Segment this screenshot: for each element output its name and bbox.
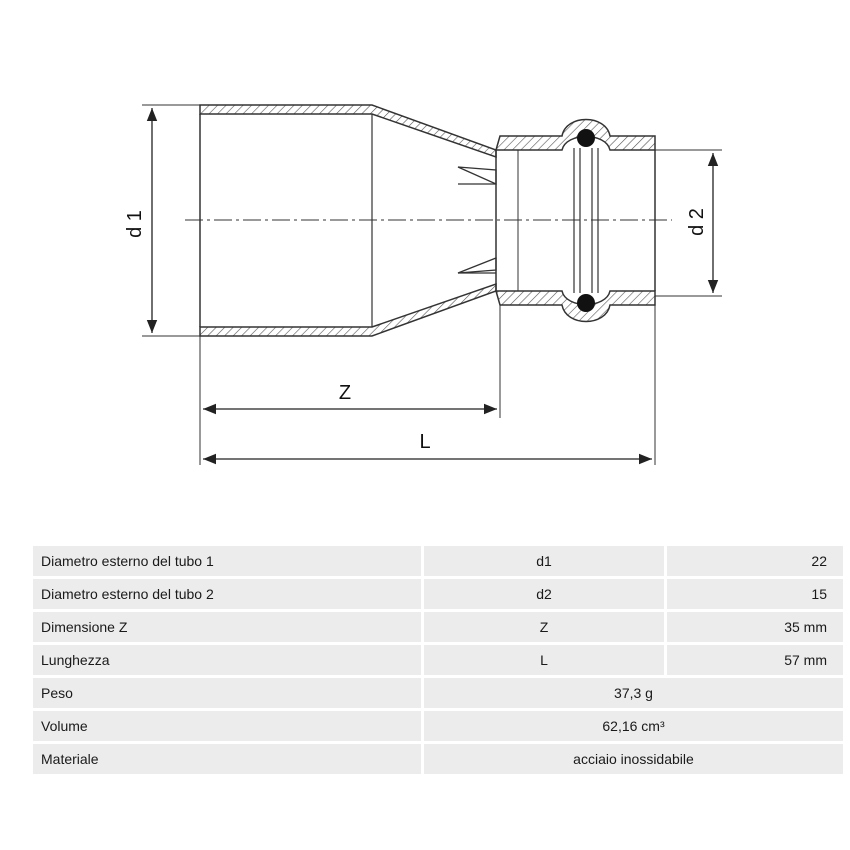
dimension-d2 xyxy=(655,150,722,296)
dimension-l xyxy=(203,431,652,459)
spec-symbol: L xyxy=(421,645,664,675)
spec-label: Peso xyxy=(33,678,421,708)
dim-z-label: Z xyxy=(338,382,352,404)
table-row xyxy=(33,744,843,774)
spec-label: Diametro esterno del tubo 2 xyxy=(33,579,421,609)
table-row xyxy=(33,678,843,708)
table-row xyxy=(33,546,843,576)
spec-value: 57 mm xyxy=(664,645,843,675)
dim-d2-label: d 2 xyxy=(686,208,708,236)
spec-label: Volume xyxy=(33,711,421,741)
spec-value: 15 xyxy=(664,579,843,609)
pipe-stop-bottom xyxy=(458,258,496,273)
fitting-wall-bottom xyxy=(200,284,496,336)
spec-label: Materiale xyxy=(33,744,421,774)
table-row xyxy=(33,579,843,609)
table-row xyxy=(33,711,843,741)
fitting-wall-top xyxy=(200,105,496,157)
press-socket-top xyxy=(496,120,655,151)
o-ring-bottom xyxy=(577,294,595,312)
table-row xyxy=(33,645,843,675)
o-ring-top xyxy=(577,129,595,147)
spec-symbol: d2 xyxy=(421,579,664,609)
spec-symbol: d1 xyxy=(421,546,664,576)
spec-value: 37,3 g xyxy=(421,678,843,708)
spec-symbol: Z xyxy=(421,612,664,642)
press-socket-bottom xyxy=(496,291,655,322)
dim-l-label: L xyxy=(419,431,431,453)
spec-value: 62,16 cm³ xyxy=(421,711,843,741)
dimension-z xyxy=(203,382,497,409)
spec-value: acciaio inossidabile xyxy=(421,744,843,774)
spec-label: Diametro esterno del tubo 1 xyxy=(33,546,421,576)
spec-label: Dimensione Z xyxy=(33,612,421,642)
specifications-table xyxy=(33,543,843,777)
table-row xyxy=(33,612,843,642)
dim-d1-label: d 1 xyxy=(124,210,146,238)
spec-label: Lunghezza xyxy=(33,645,421,675)
pipe-stop-top xyxy=(458,167,496,184)
spec-value: 35 mm xyxy=(664,612,843,642)
spec-value: 22 xyxy=(664,546,843,576)
